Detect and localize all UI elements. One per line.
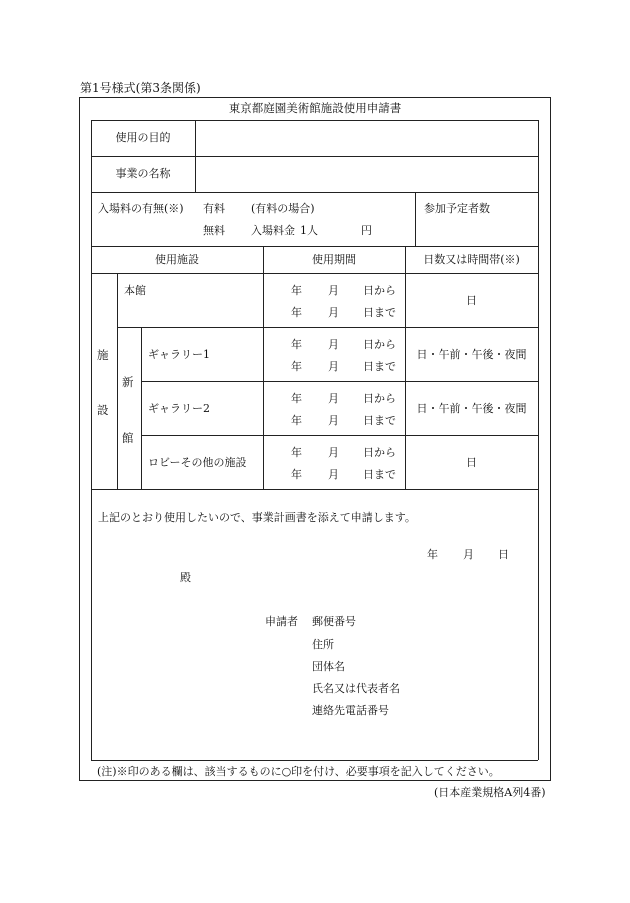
- attendance-field[interactable]: [416, 218, 537, 245]
- facility-name: ギャラリー2: [148, 402, 210, 415]
- period-from: 日から: [363, 338, 396, 351]
- header-facility: 使用施設: [155, 253, 199, 266]
- new-building-label-1: 新: [122, 375, 134, 389]
- facility-days[interactable]: 日・午前・午後・夜間: [416, 402, 527, 415]
- period-month: 月: [328, 468, 339, 481]
- admission-fee-label: 入場料金: [251, 224, 295, 237]
- postal-code-label: 郵便番号: [312, 615, 356, 628]
- period-year: 年: [291, 306, 302, 319]
- period-month: 月: [328, 284, 339, 297]
- representative-name-label: 氏名又は代表者名: [312, 682, 400, 695]
- admission-per-person: 1人: [300, 224, 318, 237]
- period-from: 日から: [363, 446, 396, 459]
- event-name-field[interactable]: [196, 157, 537, 191]
- period-year: 年: [291, 284, 302, 297]
- period-month: 月: [328, 360, 339, 373]
- form-number: 第1号様式(第3条関係): [80, 81, 201, 95]
- period-until: 日まで: [363, 468, 396, 481]
- date-year: 年: [427, 548, 438, 561]
- facility-days[interactable]: 日・午前・午後・夜間: [416, 348, 527, 361]
- period-year: 年: [291, 468, 302, 481]
- attendance-label: 参加予定者数: [424, 202, 490, 215]
- period-until: 日まで: [363, 414, 396, 427]
- period-until: 日まで: [363, 306, 396, 319]
- organization-label: 団体名: [312, 660, 345, 673]
- period-month: 月: [328, 338, 339, 351]
- admission-paid-option[interactable]: 有料: [203, 202, 225, 215]
- new-building-label-2: 館: [122, 431, 134, 445]
- addressee: 殿: [180, 571, 191, 584]
- purpose-label: 使用の目的: [115, 131, 171, 144]
- note: (注)※印のある欄は、該当するものに○印を付け、必要事項を記入してください。: [97, 765, 500, 778]
- period-year: 年: [291, 414, 302, 427]
- paper-size: (日本産業規格A列4番): [434, 786, 546, 799]
- admission-free-option[interactable]: 無料: [203, 224, 225, 237]
- group-label-1: 施: [97, 348, 109, 362]
- period-year: 年: [291, 392, 302, 405]
- date-month: 月: [463, 548, 474, 561]
- period-until: 日まで: [363, 360, 396, 373]
- purpose-field[interactable]: [196, 121, 537, 155]
- facility-name: 本館: [124, 284, 146, 297]
- period-year: 年: [291, 360, 302, 373]
- period-year: 年: [291, 446, 302, 459]
- admission-paid-note: (有料の場合): [251, 202, 315, 215]
- facility-days[interactable]: 日: [466, 294, 477, 307]
- admission-label: 入場料の有無(※): [98, 202, 184, 215]
- date-day: 日: [498, 548, 509, 561]
- form-title: 東京都庭園美術館施設使用申請書: [228, 101, 402, 115]
- event-name-label: 事業の名称: [115, 167, 171, 180]
- declaration-text: 上記のとおり使用したいので、事業計画書を添えて申請します。: [98, 511, 416, 524]
- period-from: 日から: [363, 392, 396, 405]
- period-from: 日から: [363, 284, 396, 297]
- phone-label: 連絡先電話番号: [312, 704, 389, 717]
- facility-days[interactable]: 日: [466, 456, 477, 469]
- facility-name: ロビーその他の施設: [148, 456, 247, 469]
- period-year: 年: [291, 338, 302, 351]
- period-month: 月: [328, 414, 339, 427]
- form-frame: [79, 97, 551, 781]
- facility-name: ギャラリー1: [148, 348, 210, 361]
- period-month: 月: [328, 446, 339, 459]
- admission-yen: 円: [361, 224, 372, 237]
- period-month: 月: [328, 392, 339, 405]
- group-label-2: 設: [97, 403, 109, 417]
- header-days: 日数又は時間帯(※): [423, 253, 520, 266]
- header-period: 使用期間: [312, 253, 356, 266]
- applicant-label: 申請者: [265, 615, 298, 628]
- address-label: 住所: [312, 638, 334, 651]
- period-month: 月: [328, 306, 339, 319]
